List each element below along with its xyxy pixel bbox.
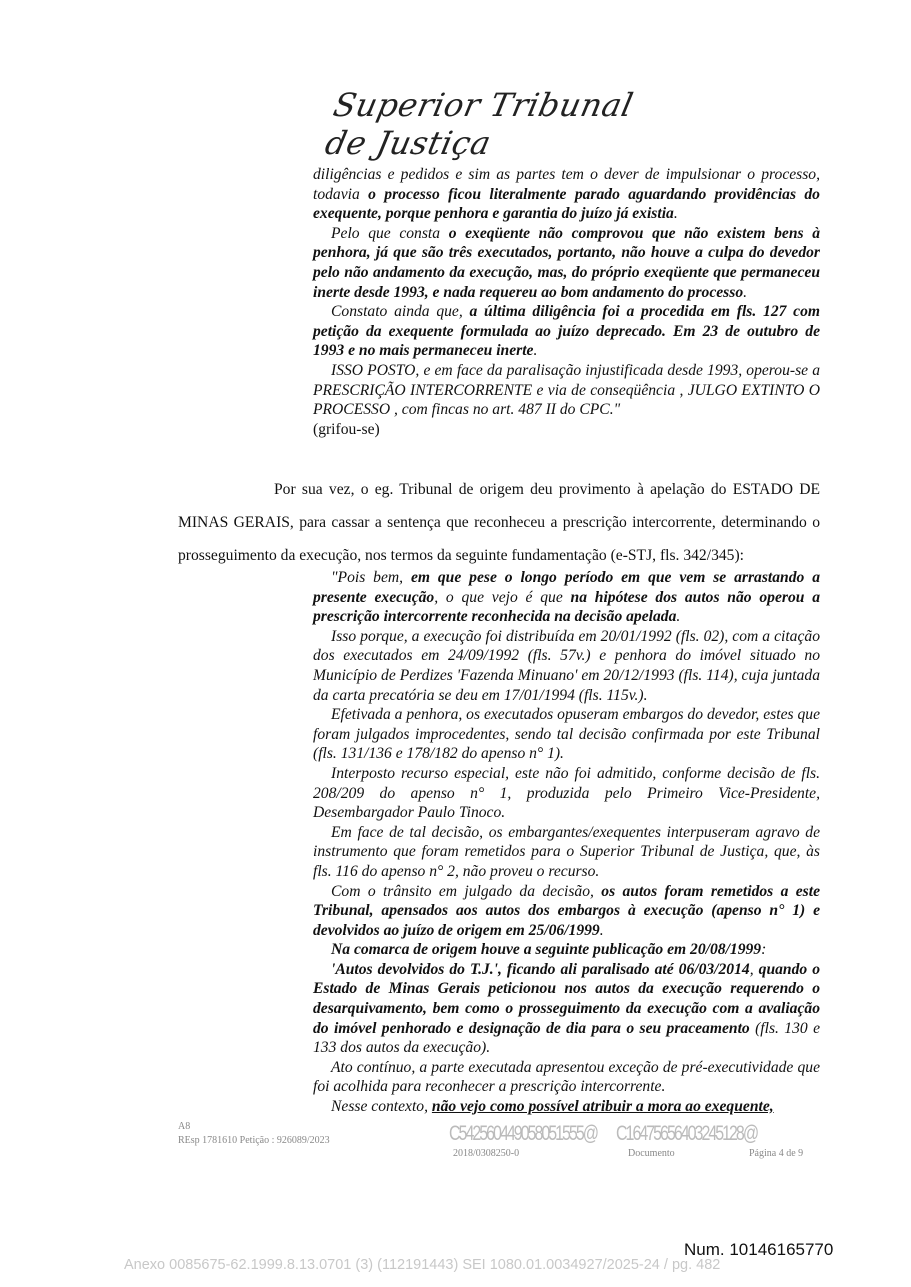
quote1-paragraph-1: diligências e pedidos e sim as partes tem o dever de impulsionar o processo, todavia o processo ficou literalmente parado aguardando providências do exequente, porque penhora e garantia do juízo já existia. (313, 166, 820, 223)
quote2-paragraph-7: Na comarca de origem houve a seguinte publicação em 20/08/1999: (331, 941, 767, 959)
quote2-paragraph-6: Com o trânsito em julgado da decisão, os autos foram remetidos a este Tribunal, apensados aos autos dos embargos à execução (apenso n° 1) e devolvidos ao juízo de origem em 25/06/1999. (313, 882, 820, 939)
quote1-paragraph-4: ISSO POSTO, e em face da paralisação injustificada desde 1993, operou-se a PRESCRIÇÃO INTERCORRENTE e via de conseqüência , JULGO EXTINTO O PROCESSO , com fincas no art. 487 II do CPC." (grifou-se) (313, 361, 820, 438)
barcode-1: C542560449058051555@ (449, 1123, 597, 1146)
quote2-paragraph-8: 'Autos devolvidos do T.J.', ficando ali paralisado até 06/03/2014, quando o Estado de Minas Gerais peticionou nos autos da execução requerendo o desarquivamento, bem como o prosseguimento da execução com a avaliação do imóvel penhorado e designação de dia para o seu praceamento (fls. 130 e 133 dos autos da execução). (313, 960, 821, 1057)
quote2-paragraph-9: Ato contínuo, a parte executada apresentou exceção de pré-executividade que foi acolhida para reconhecer a prescrição intercorrente. (313, 1058, 820, 1096)
quote2-paragraph-3: Efetivada a penhora, os executados opuseram embargos do devedor, estes que foram julgados improcedentes, sendo tal decisão confirmada por este Tribunal (fls. 131/136 e 178/182 do apenso n° 1). (313, 706, 820, 763)
page-number: Página 4 de 9 (749, 1148, 804, 1159)
quote1-paragraph-2: Pelo que consta o exeqüente não comprovou que não existem bens à penhora, já que são três executados, portanto, não houve a culpa do devedor pelo não andamento da execução, mas, do próprio exeqüente que permaneceu inerte desde 1993, e nada requereu ao bom andamento do processo. (313, 224, 821, 301)
quote1-paragraph-3: Constato ainda que, a última diligência foi a procedida em fls. 127 com petição da exequente formulada ao juízo deprecado. Em 23 de outubro de 1993 e no mais permaneceu inerte. (313, 303, 821, 360)
barcode-2: C16475656403245128@ (616, 1123, 758, 1146)
quote2-paragraph-1: "Pois bem, em que pese o longo período em que vem se arrastando a presente execução, o que vejo é que na hipótese dos autos não operou a prescrição intercorrente reconhecida na decisão apelada. (313, 569, 820, 626)
quote2-paragraph-10: Nesse contexto, não vejo como possível atribuir a mora ao exequente, (331, 1098, 774, 1116)
quote2-paragraph-4: Interposto recurso especial, este não foi admitido, conforme decisão de fls. 208/209 do apenso n° 1, produzida pelo Primeiro Vice-Presidente, Desembargador Paulo Tinoco. (313, 764, 820, 822)
barcode-2-caption: Documento (628, 1148, 675, 1159)
quote2-paragraph-5: Em face de tal decisão, os embargantes/exequentes interpuseram agravo de instrumento que foram remetidos para o Superior Tribunal de Justiça, que, às fls. 116 do apenso n° 2, não proveu o recurso. (313, 823, 820, 880)
body-paragraph: Por sua vez, o eg. Tribunal de origem deu provimento à apelação do ESTADO DE MINAS GERAIS, para cassar a sentença que reconheceu a prescrição intercorrente, determinando o prosseguimento da execução, nos termos da seguinte fundamentação (e-STJ, fls. 342/345): (178, 481, 820, 564)
quote-block-2 (313, 568, 820, 1117)
court-header: Superior Tribunal de Justiça (321, 86, 637, 162)
quote2-paragraph-2: Isso porque, a execução foi distribuída em 20/01/1992 (fls. 02), com a citação dos executados em 24/09/1992 (fls. 57v.) e penhora do imóvel situado no Município de Perdizes 'Fazenda Minuano' em 20/12/1993 (fls. 114), cuja juntada da carta precatória se deu em 17/01/1994 (fls. 115v.). (313, 627, 820, 704)
barcode-1-caption: 2018/0308250-0 (453, 1148, 520, 1159)
quote-block-1 (313, 165, 820, 439)
footer-resp: REsp 1781610 Petição : 926089/2023 (178, 1135, 330, 1146)
annex-stamp: Anexo 0085675-62.1999.8.13.0701 (3) (112191443) SEI 1080.01.0034927/2025-24 / pg. 482 (124, 1257, 721, 1273)
footer-code: A8 (178, 1121, 191, 1132)
document-number: Num. 10146165770 (684, 1240, 834, 1259)
